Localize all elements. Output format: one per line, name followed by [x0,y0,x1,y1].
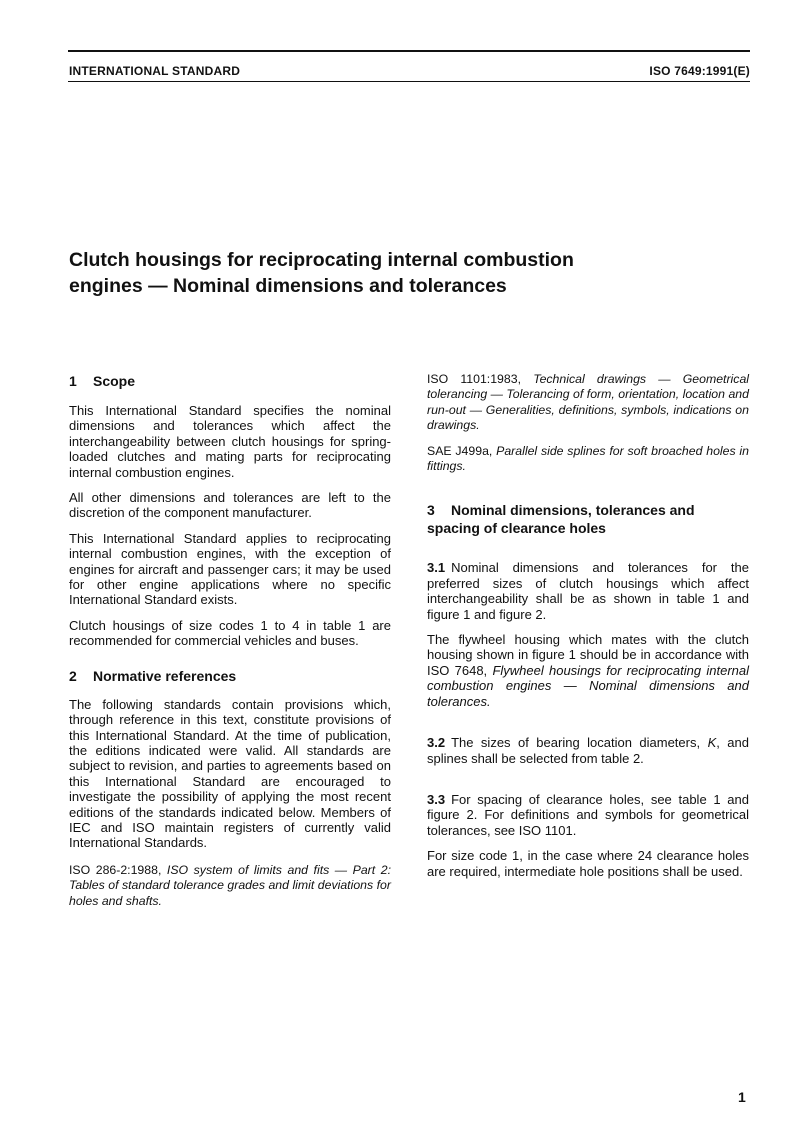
scope-heading: 1 Scope [69,373,136,389]
clause-3-2: 3.2 The sizes of bearing location diameters, K, and splines shall be selected from table 2. [427,735,749,766]
header-rule-top [68,50,750,52]
clause-3-1-paragraph-2: The flywheel housing which mates with the clutch housing shown in figure 1 should be in accordance with ISO 7648, Flywheel housings for reciprocating internal combustion engines — Nominal dimensions and tolerances. [427,632,749,709]
scope-paragraph-2: All other dimensions and tolerances are left to the discretion of the component manufacturer. [69,490,391,521]
reference-iso-286: ISO 286-2:1988, ISO system of limits and fits — Part 2: Tables of standard tolerance grades and limit deviations for holes and shafts. [69,862,391,908]
scope-paragraph-1: This International Standard specifies the nominal dimensions and tolerances which affect the interchangeability between clutch housings for spring-loaded clutches and mating parts for reciprocating internal combustion engines. [69,403,391,480]
page-number: 1 [738,1089,746,1105]
normative-paragraph: The following standards contain provisions which, through reference in this text, constitute provisions of this International Standard. At the time of publication, the editions indicated were valid. All standards are subject to revision, and parties to agreements based on this International Standard are encouraged to investigate the possibility of applying the most recent editions of the standards indicated below. Members of IEC and ISO maintain registers of currently valid International Standards. [69,696,391,851]
clause-3-3: 3.3 For spacing of clearance holes, see table 1 and figure 2. For definitions and symbols for geometrical tolerances, see ISO 1101. [427,791,749,838]
clause-3-3-paragraph-2: For size code 1, in the case where 24 clearance holes are required, intermediate hole positions shall be used. [427,848,749,879]
reference-iso-1101: ISO 1101:1983, Technical drawings — Geometrical tolerancing — Tolerancing of form, orientation, location and run-out — Generalities, definitions, symbols, indications on drawings. [427,372,750,433]
clause-3-1: 3.1 Nominal dimensions and tolerances for the preferred sizes of clutch housings which affect interchangeability shall be as shown in table 1 and figure 1 and figure 2. [427,560,749,622]
right-column [427,372,749,879]
header-right: ISO 7649:1991(E) [649,64,750,78]
normative-heading: 2 Normative references [69,667,237,684]
left-column [69,372,391,909]
header-rule-bottom [68,81,750,82]
document-title [69,247,729,299]
title-line-1: Clutch housings for reciprocating internal combustion [69,249,574,271]
scope-paragraph-3: This International Standard applies to reciprocating internal combustion engines, with the exception of engines for aircraft and passenger cars; it may be used for other engine applications where no specific International Standard exists. [69,530,391,608]
nominal-heading: 3 Nominal dimensions, tolerances and spacing of clearance holes [427,502,695,537]
title-line-2: engines — Nominal dimensions and tolerances [69,275,507,297]
reference-sae-j499a: SAE J499a, Parallel side splines for soft broached holes in fittings. [427,443,749,474]
header-left: INTERNATIONAL STANDARD [69,64,241,78]
scope-paragraph-4: Clutch housings of size codes 1 to 4 in table 1 are recommended for commercial vehicles and buses. [69,617,391,649]
